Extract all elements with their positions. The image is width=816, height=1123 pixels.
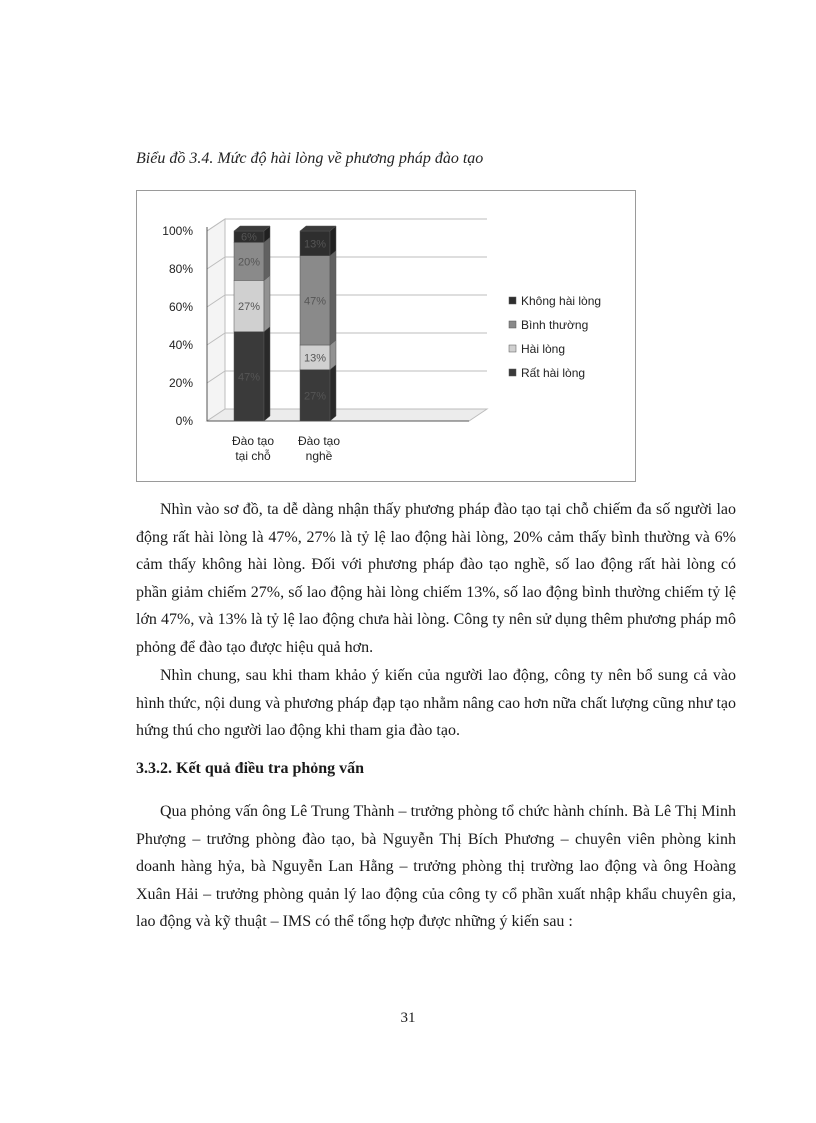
bar-segment-side	[330, 365, 336, 421]
data-label: 47%	[303, 295, 327, 308]
summary-paragraph: Nhìn chung, sau khi tham khảo ý kiến của người lao động, công ty nên bổ sung cả vào hình thức, nội dung và phương pháp đạp tạo nhằm nâng cao hơn nữa chất lượng cũng như tạo hứng thú cho người lao động khi tham gia đào tạo.	[136, 667, 736, 739]
data-label: 13%	[303, 238, 327, 251]
bar-segment-side	[264, 327, 270, 421]
legend-swatch	[509, 345, 516, 352]
data-label: 20%	[237, 256, 261, 269]
x-tick-label: tại chỗ	[235, 449, 271, 463]
y-tick-label: 60%	[168, 300, 193, 314]
bar-top	[300, 226, 336, 231]
y-tick-label: 100%	[162, 224, 193, 238]
data-label: 27%	[237, 301, 261, 314]
interview-paragraph: Qua phỏng vấn ông Lê Trung Thành – trưởng phòng tổ chức hành chính. Bà Lê Thị Minh Phượng – trưởng phòng đào tạo, bà Nguyễn Thị Bích Phương – chuyên viên phòng kinh doanh hàng hỷa, bà Nguyễn Lan Hằng – trưởng phòng thị trường lao động và ông Hoàng Xuân Hải – trưởng phòng quản lý lao động của công ty cổ phần xuất nhập khẩu chuyên gia, lao động và kỹ thuật – IMS có thể tổng hợp được những ý kiến sau :	[136, 803, 736, 930]
page-number: 31	[400, 1010, 416, 1026]
y-tick-label: 40%	[168, 338, 193, 352]
bar-segment-side	[264, 275, 270, 331]
bar-segment-side	[330, 251, 336, 345]
legend-label: Bình thường	[521, 318, 589, 332]
x-tick-label: Đào tạo	[297, 434, 341, 448]
data-label: 27%	[303, 390, 327, 403]
legend-swatch	[509, 369, 516, 376]
chart-canvas	[137, 191, 635, 481]
x-tick-label: Đào tạo	[231, 434, 275, 448]
bar-top	[234, 226, 270, 231]
section-heading: 3.3.2. Kết quả điều tra phỏng vấn	[136, 760, 365, 777]
data-label: 47%	[237, 371, 261, 384]
y-tick-label: 0%	[175, 414, 193, 428]
legend-swatch	[509, 297, 516, 304]
figure-caption: Biểu đồ 3.4. Mức độ hài lòng về phương pháp đào tạo	[136, 150, 484, 167]
data-label: 13%	[303, 352, 327, 365]
x-tick-label: nghề	[305, 449, 333, 463]
legend-label: Không hài lòng	[521, 294, 602, 308]
data-label: 6%	[241, 231, 257, 244]
analysis-paragraph: Nhìn vào sơ đồ, ta dễ dàng nhận thấy phương pháp đào tạo tại chỗ chiếm đa số người lao động rất hài lòng là 47%, 27% là tỷ lệ lao động hài lòng, 20% cảm thấy bình thường và 6% cảm thấy không hài lòng. Đối với phương pháp đào tạo nghề, số lao động rất hài lòng có phần giảm chiếm 27%, số lao động hài lòng chiếm 13%, số lao động bình thường chiếm tỷ lệ lớn 47%, và 13% là tỷ lệ lao động chưa hài lòng. Công ty nên sử dụng thêm phương pháp mô phỏng để đào tạo được hiệu quả hơn.	[136, 501, 736, 656]
y-tick-label: 20%	[168, 376, 193, 390]
legend-swatch	[509, 321, 516, 328]
chart-side-wall	[207, 219, 225, 421]
bar-segment-side	[264, 237, 270, 280]
y-tick-label: 80%	[168, 262, 193, 276]
legend-label: Rất hài lòng	[521, 366, 586, 380]
satisfaction-chart	[136, 190, 636, 482]
legend-label: Hài lòng	[521, 342, 566, 356]
